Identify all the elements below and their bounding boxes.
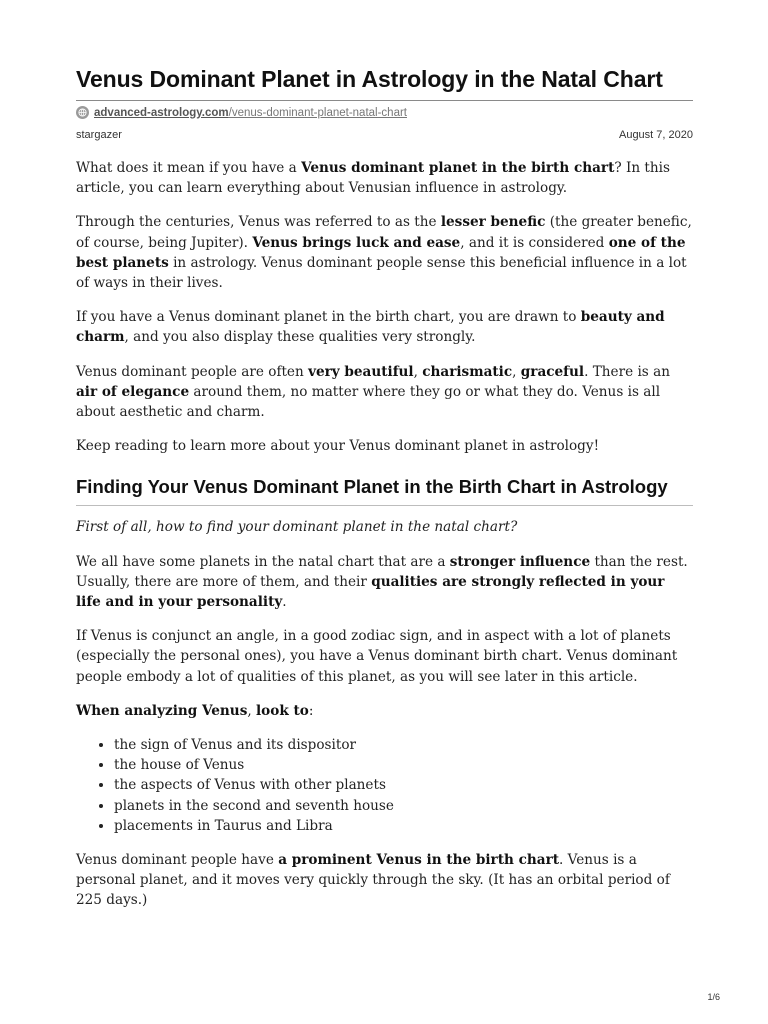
paragraph: Venus dominant people are often very beautiful, charismatic, graceful. There is an air of elegance around them, no matter where they go or what they do. Venus is all about aesthetic and charm. — [76, 363, 670, 421]
list-item: • planets in the second and seventh house — [114, 796, 693, 816]
author: stargazer — [76, 129, 122, 141]
source-domain[interactable]: advanced-astrology.com — [94, 106, 229, 119]
globe-icon — [76, 106, 89, 119]
article-meta — [76, 129, 693, 141]
list-item: • the house of Venus — [114, 755, 693, 775]
page-number: 1/6 — [707, 992, 720, 1002]
article-title: Venus Dominant Planet in Astrology in the Natal Chart — [76, 66, 663, 92]
section-divider — [76, 505, 693, 506]
section-intro: First of all, how to find your dominant planet in the natal chart? — [76, 519, 518, 536]
list-item: • the sign of Venus and its dispositor — [114, 735, 693, 755]
source-path[interactable]: /venus-dominant-planet-natal-chart — [228, 106, 407, 119]
venus-checklist — [76, 735, 693, 836]
list-item: • placements in Taurus and Libra — [114, 816, 693, 836]
source-link[interactable] — [76, 106, 407, 119]
publish-date: August 7, 2020 — [618, 129, 693, 141]
paragraph: Through the centuries, Venus was referred to as the lesser benefic (the greater benefic, of course, being Jupiter). Venus brings luck and ease, and it is considered one of the best planets in astrology. Venus dominant people sense this beneficial influence in a lot of ways in their lives. — [76, 214, 692, 292]
paragraph: If Venus is conjunct an angle, in a good zodiac sign, and in aspect with a lot of planets (especially the personal ones), you have a Venus dominant birth chart. Venus dominant people embody a lot of qualities of this planet, as you will see later in this article. — [76, 628, 678, 685]
section-heading: Finding Your Venus Dominant Planet in the Birth Chart in Astrology — [76, 476, 668, 498]
paragraph: What does it mean if you have a Venus dominant planet in the birth chart? In this article, you can learn everything about Venusian influence in astrology. — [76, 160, 670, 197]
paragraph: When analyzing Venus, look to: — [76, 702, 314, 719]
title-divider — [76, 100, 693, 101]
paragraph: Keep reading to learn more about your Venus dominant planet in astrology! — [76, 438, 600, 455]
paragraph: Venus dominant people have a prominent Venus in the birth chart. Venus is a personal planet, and it moves very quickly through the sky. (It has an orbital period of 225 days.) — [76, 852, 670, 909]
list-item: • the aspects of Venus with other planets — [114, 775, 693, 795]
paragraph: If you have a Venus dominant planet in the birth chart, you are drawn to beauty and charm, and you also display these qualities very strongly. — [76, 309, 665, 346]
article-body — [76, 158, 693, 925]
paragraph: We all have some planets in the natal chart that are a stronger influence than the rest. Usually, there are more of them, and their qualities are strongly reflected in your life and in your personality. — [76, 553, 688, 611]
